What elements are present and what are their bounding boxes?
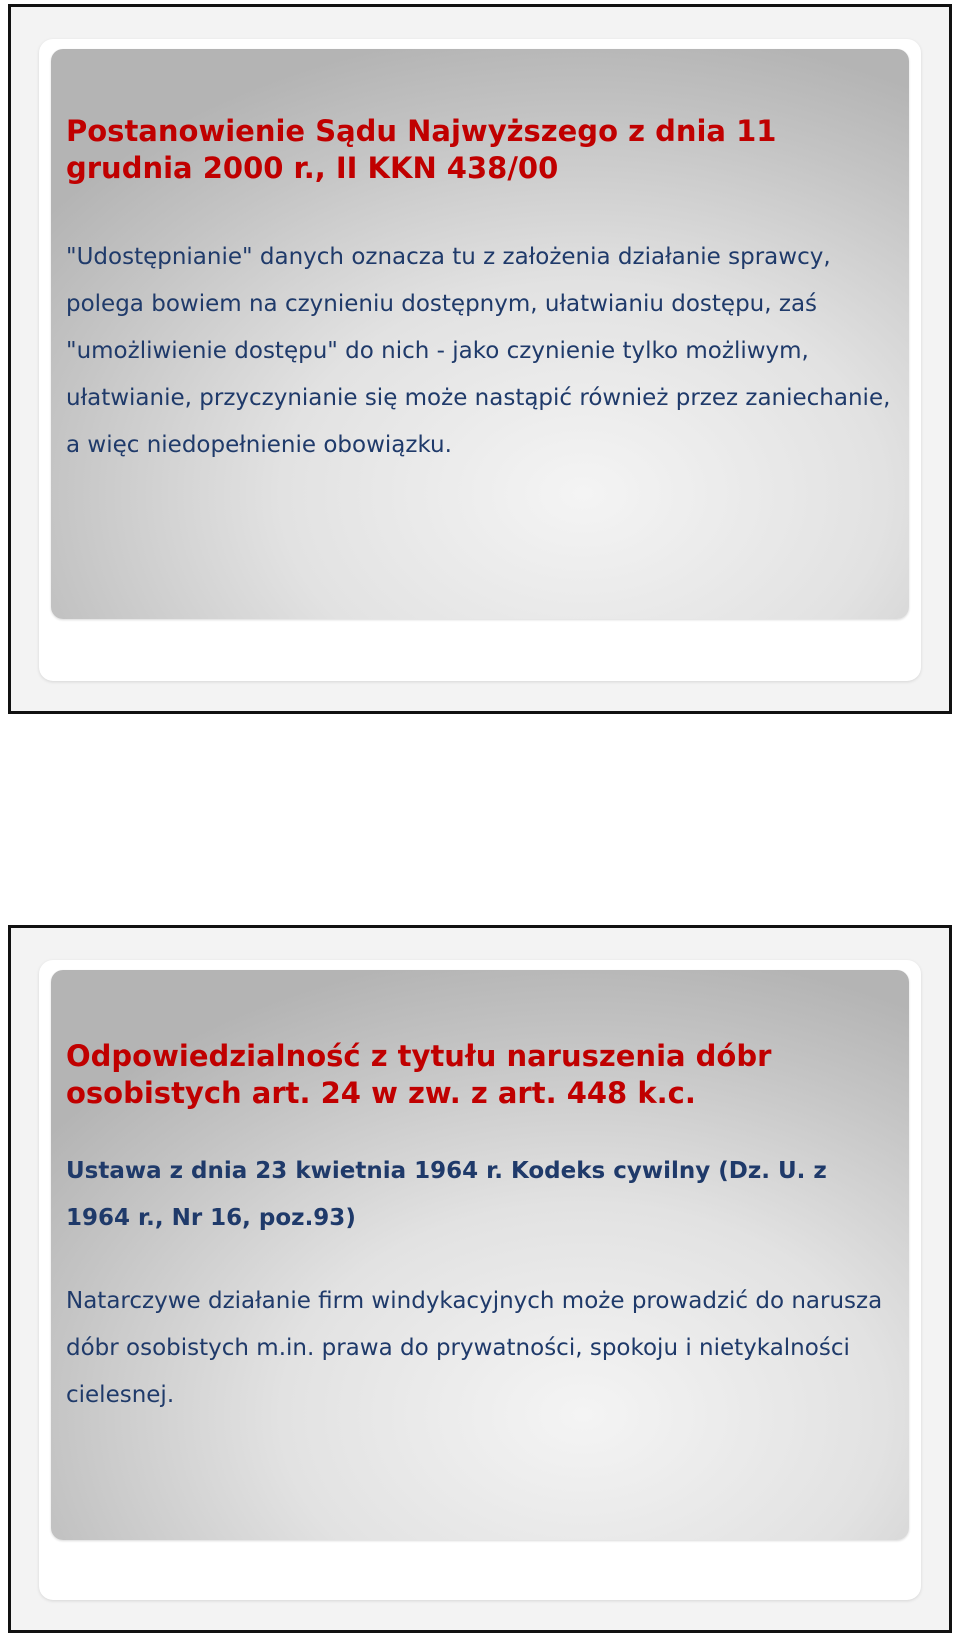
slide-2-subtitle: Ustawa z dnia 23 kwietnia 1964 r. Kodeks cywilny (Dz. U. z 1964 r., Nr 16, poz.93): [66, 1158, 827, 1231]
slide-1-body: "Udostępnianie" danych oznacza tu z założenia działanie sprawcy, polega bowiem na czynieniu dostępnym, ułatwianiu dostępu, zaś "umożliwienie dostępu" do nich - jako czynienie tylko możliwym, ułatwianie, przyczynianie się może nastąpić również przez zaniechanie, a więc niedopełnienie obowiązku.: [66, 244, 891, 458]
slide-2-title: Odpowiedzialność z tytułu naruszenia dóbr osobistych art. 24 w zw. z art. 448 k.c.: [66, 1039, 772, 1110]
slide-1-content: [66, 113, 893, 469]
slide-2: [8, 925, 952, 1633]
slide-2-content-panel: [51, 970, 909, 1540]
slide-1: [8, 4, 952, 714]
slide-2-body: Natarczywe działanie firm windykacyjnych może prowadzić do narusza dóbr osobistych m.in. prawa do prywatności, spokoju i nietykalności cielesnej.: [66, 1288, 883, 1408]
slide-2-content: [66, 1038, 893, 1419]
slide-1-content-panel: [51, 49, 909, 619]
slide-1-title: Postanowienie Sądu Najwyższego z dnia 11 grudnia 2000 r., II KKN 438/00: [66, 114, 777, 185]
